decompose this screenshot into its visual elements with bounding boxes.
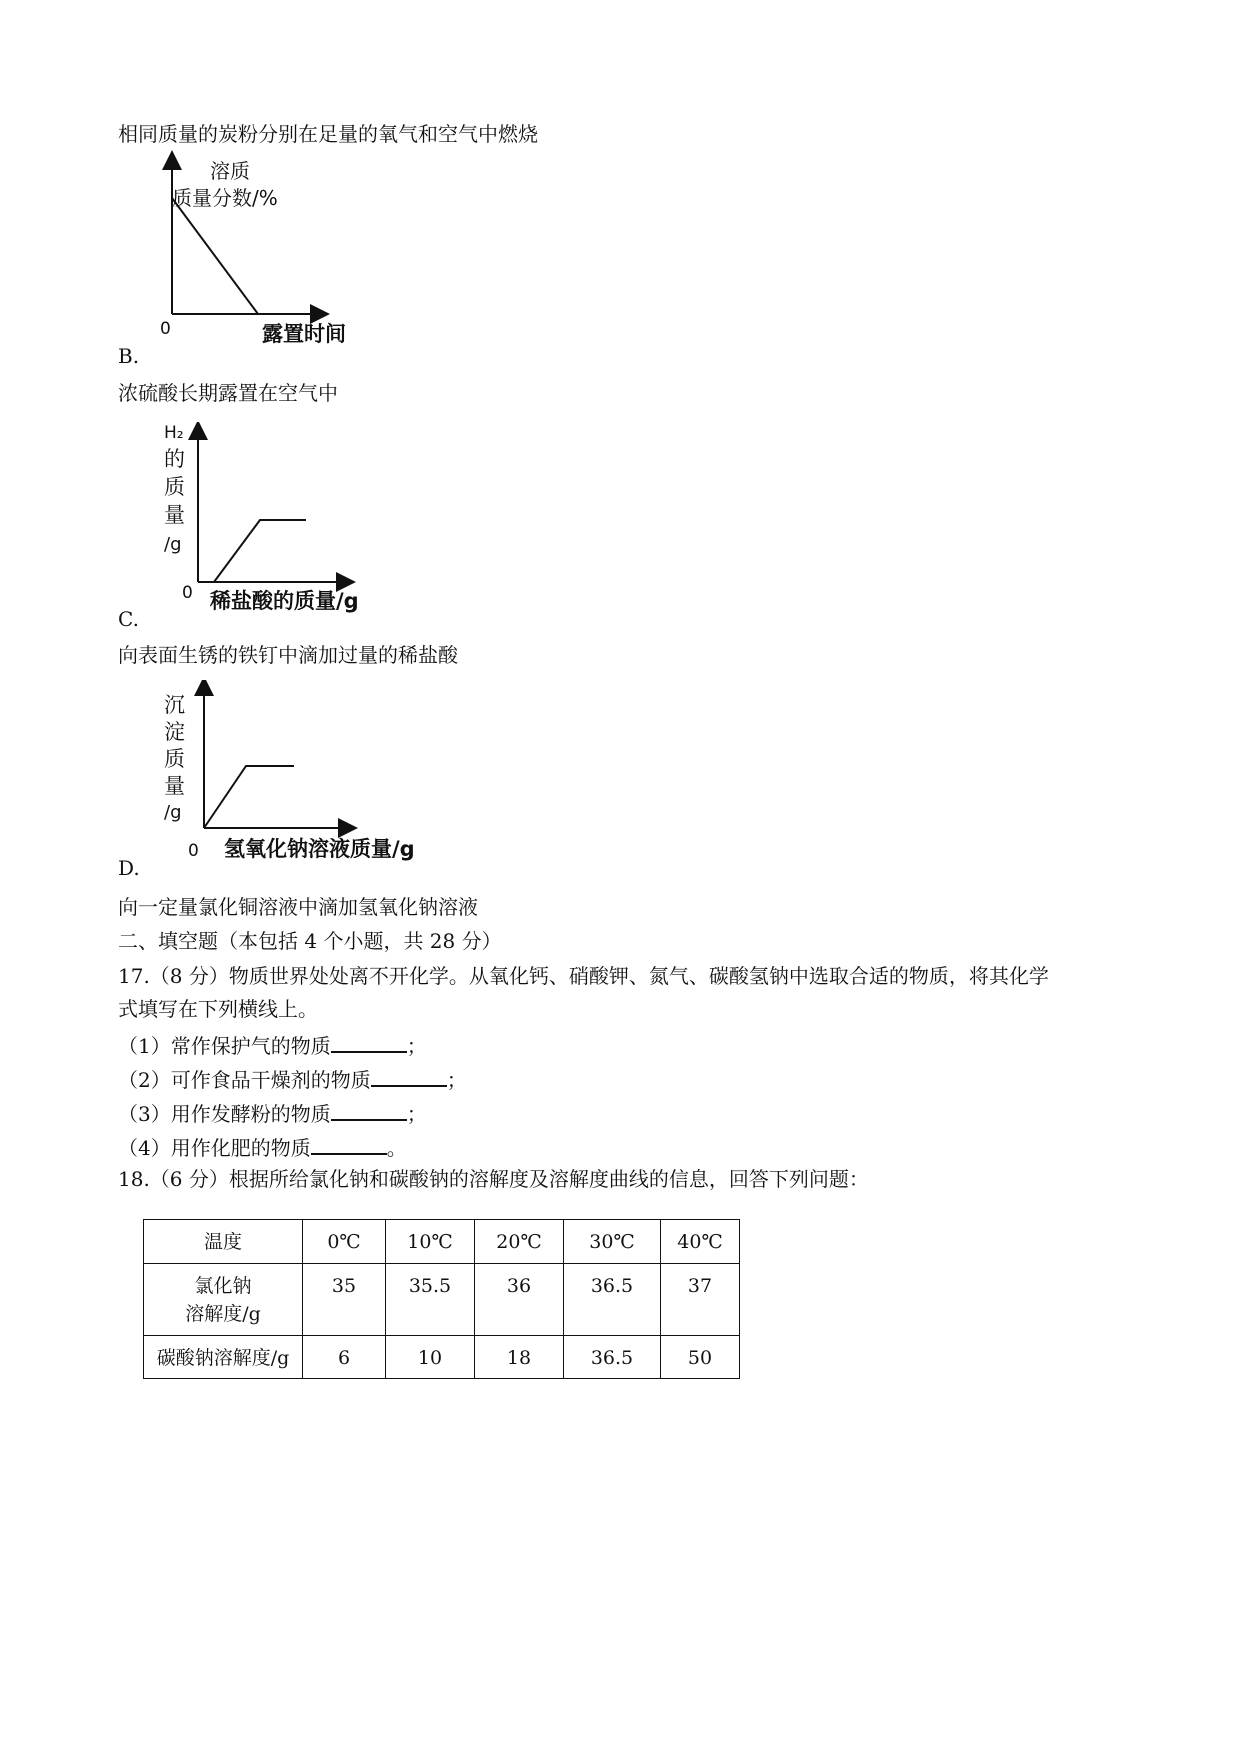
- q17-item-2-text: （2）可作食品干燥剂的物质: [118, 1068, 371, 1092]
- y-axis-label-2: 淀: [164, 720, 185, 744]
- header-cell: 0℃: [303, 1220, 386, 1264]
- table-cell: 36.5: [564, 1263, 661, 1335]
- row-label-cell: [144, 1263, 303, 1335]
- q17-stem-line-1: 17.（8 分）物质世界处处离不开化学。从氧化钙、硝酸钾、氮气、碳酸氢钠中选取合适的物质，将其化学: [118, 964, 1049, 988]
- y-axis-label-3: 质: [164, 747, 185, 771]
- table-header-row: [144, 1220, 740, 1264]
- solubility-table: [143, 1219, 740, 1379]
- y-axis-label-1: 溶质: [210, 159, 250, 183]
- answer-blank-2[interactable]: [371, 1067, 447, 1087]
- table-cell: 36: [475, 1263, 564, 1335]
- header-cell: 40℃: [661, 1220, 740, 1264]
- q17-item-3-text: （3）用作发酵粉的物质: [118, 1102, 331, 1126]
- table-cell: 50: [661, 1335, 740, 1379]
- option-d-caption: 向一定量氯化铜溶液中滴加氢氧化钠溶液: [118, 895, 478, 919]
- answer-blank-1[interactable]: [331, 1033, 407, 1053]
- q18-stem: 18.（6 分）根据所给氯化钠和碳酸钠的溶解度及溶解度曲线的信息，回答下列问题：: [118, 1167, 869, 1191]
- option-c-letter: C.: [118, 607, 139, 631]
- answer-blank-3[interactable]: [331, 1101, 407, 1121]
- y-axis-label-3: 质: [164, 475, 185, 499]
- q17-item-4-text: （4）用作化肥的物质: [118, 1136, 311, 1160]
- header-cell: 10℃: [386, 1220, 475, 1264]
- section-heading: 二、填空题（本包括 4 个小题，共 28 分）: [118, 929, 502, 953]
- table-cell: 35: [303, 1263, 386, 1335]
- header-cell: 20℃: [475, 1220, 564, 1264]
- header-cell: 30℃: [564, 1220, 661, 1264]
- y-axis-label-4: 量: [164, 774, 185, 798]
- graph-b: [150, 148, 370, 348]
- x-axis-label: 稀盐酸的质量/g: [210, 589, 359, 613]
- origin-label: 0: [160, 319, 171, 339]
- row-label-line-2: 溶解度/g: [185, 1303, 261, 1325]
- q17-item-2-end: ；: [446, 1068, 467, 1092]
- q17-item-4-end: 。: [386, 1136, 407, 1160]
- table-cell: 18: [475, 1335, 564, 1379]
- origin-label: 0: [188, 841, 199, 861]
- q17-item-2: [118, 1067, 467, 1090]
- y-axis-label-5: /g: [164, 534, 182, 555]
- q17-item-1-text: （1）常作保护气的物质: [118, 1034, 331, 1058]
- data-line: [214, 520, 306, 582]
- q17-item-4: [118, 1135, 407, 1158]
- graph-d: [158, 680, 438, 880]
- option-c-caption: 向表面生锈的铁钉中滴加过量的稀盐酸: [118, 643, 458, 667]
- q17-item-3-end: ；: [406, 1102, 427, 1126]
- x-axis-label: 露置时间: [262, 322, 346, 346]
- table-row-na2co3: [144, 1335, 740, 1379]
- answer-blank-4[interactable]: [311, 1135, 387, 1155]
- option-b-letter: B.: [118, 344, 140, 368]
- x-axis-label: 氢氧化钠溶液质量/g: [224, 837, 415, 861]
- row-label-line-1: 氯化钠: [194, 1274, 252, 1297]
- table-row-nacl: [144, 1263, 740, 1335]
- data-line: [172, 198, 258, 314]
- table-cell: 6: [303, 1335, 386, 1379]
- y-axis-label-5: /g: [164, 802, 182, 823]
- q17-item-1: [118, 1033, 427, 1056]
- data-line: [204, 766, 294, 828]
- y-axis-label-4: 量: [164, 503, 185, 527]
- option-a-caption: 相同质量的炭粉分别在足量的氧气和空气中燃烧: [118, 122, 538, 146]
- q17-item-1-end: ；: [406, 1034, 427, 1058]
- y-axis-label-2: 质量分数/%: [172, 186, 278, 210]
- origin-label: 0: [182, 583, 193, 603]
- graph-c: [158, 422, 378, 622]
- row-label-cell: 碳酸钠溶解度/g: [144, 1335, 303, 1379]
- table-cell: 37: [661, 1263, 740, 1335]
- header-cell: 温度: [144, 1220, 303, 1264]
- y-axis-label-2: 的: [164, 447, 185, 471]
- q17-stem-line-2: 式填写在下列横线上。: [118, 997, 318, 1021]
- option-b-caption: 浓硫酸长期露置在空气中: [118, 381, 338, 405]
- y-axis-label-1: 沉: [164, 693, 185, 717]
- table-cell: 10: [386, 1335, 475, 1379]
- table-cell: 35.5: [386, 1263, 475, 1335]
- table-cell: 36.5: [564, 1335, 661, 1379]
- y-axis-label-1: H₂: [164, 423, 184, 443]
- option-d-letter: D.: [118, 856, 140, 880]
- q17-item-3: [118, 1101, 427, 1124]
